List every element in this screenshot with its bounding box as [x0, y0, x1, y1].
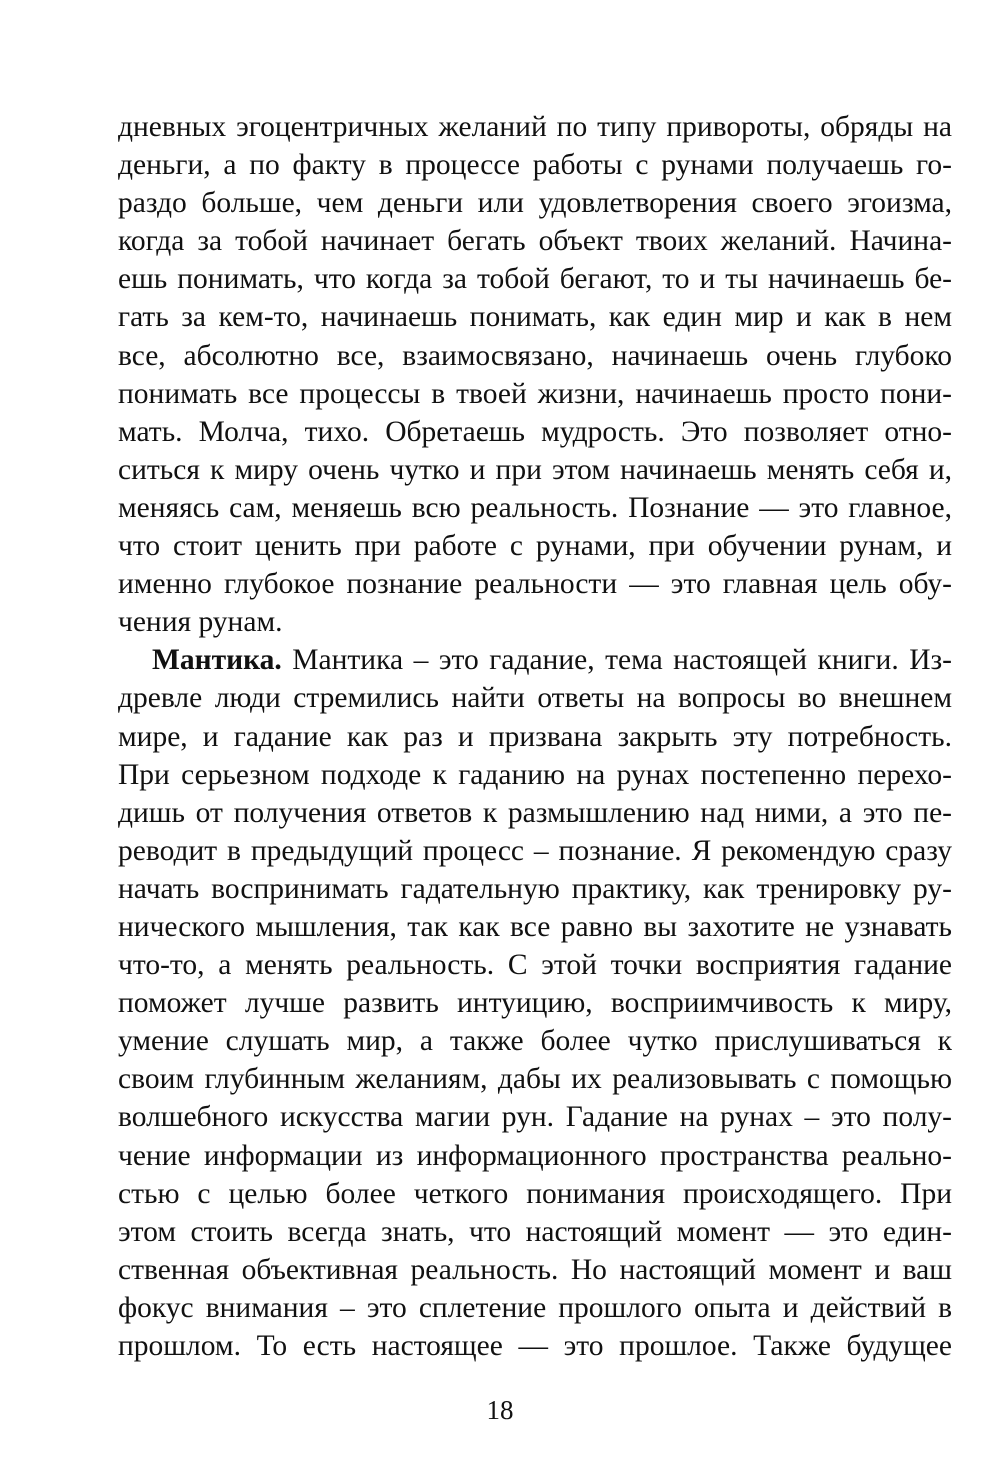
text-line: что-то, а менять реальность. С этой точки восприятия гадание [118, 949, 952, 982]
text-line: стью с целью более четкого понимания происходящего. При [118, 1177, 952, 1210]
text-line: При серьезном подходе к гаданию на рунах постепенно перехо- [118, 758, 952, 791]
text-line: когда за тобой начинает бегать объект твоих желаний. Начина- [118, 225, 952, 258]
text-line: нического мышления, так как все равно вы захотите не узнавать [118, 910, 952, 943]
text-line: дишь от получения ответов к размышлению над ними, а это пе- [118, 796, 952, 829]
paragraph-rune-knowledge [118, 108, 952, 641]
text-line: меняясь сам, меняешь всю реальность. Познание — это главное, [118, 491, 952, 524]
text-line: ситься к миру очень чутко и при этом начинаешь менять себя и, [118, 453, 952, 486]
text-line: этом стоить всегда знать, что настоящий момент — это един- [118, 1215, 952, 1248]
first-line-rest: Мантика – это гадание, тема настоящей книги. Из- [281, 644, 952, 677]
text-line: ственная объективная реальность. Но настоящий момент и ваш [118, 1253, 952, 1286]
text-line: прошлом. То есть настоящее — это прошлое. Также будущее [118, 1330, 952, 1362]
page-body [118, 108, 952, 1365]
text-line: реводит в предыдущий процесс – познание. Я рекомендую сразу [118, 834, 952, 867]
text-line: поможет лучше развить интуицию, восприимчивость к миру, [118, 987, 952, 1020]
text-line: чение информации из информационного пространства реально- [118, 1139, 952, 1172]
paragraph-mantika [118, 641, 952, 1365]
text-line: именно глубокое познание реальности — это главная цель обу- [118, 568, 952, 601]
text-line: древле люди стремились найти ответы на вопросы во внешнем [118, 682, 952, 715]
text-line: мать. Молча, тихо. Обретаешь мудрость. Это позволяет отно- [118, 415, 952, 448]
text-line: понимать все процессы в твоей жизни, начинаешь просто пони- [118, 377, 952, 410]
text-line: волшебного искусства магии рун. Гадание на рунах – это полу- [118, 1101, 952, 1134]
text-line: все, абсолютно все, взаимосвязано, начинаешь очень глубоко [118, 339, 952, 372]
text-line: что стоит ценить при работе с рунами, при обучении рунам, и [118, 530, 952, 563]
text-line: ешь понимать, что когда за тобой бегают, то и ты начинаешь бе- [118, 263, 952, 296]
text-line: фокус внимания – это сплетение прошлого опыта и действий в [118, 1291, 952, 1324]
term-mantika: Мантика. [152, 644, 282, 677]
text-line: чения рунам. [118, 606, 283, 639]
text-line: раздо больше, чем деньги или удовлетворения своего эгоизма, [118, 187, 952, 220]
text-line-first [118, 641, 952, 679]
page-number: 18 [486, 1395, 514, 1425]
text-line: умение слушать мир, а также более чутко прислушиваться к [118, 1025, 952, 1058]
text-line: начать воспринимать гадательную практику, как тренировку ру- [118, 872, 952, 905]
text-line: деньги, а по факту в процессе работы с рунами получаешь го- [118, 149, 952, 182]
text-line: дневных эгоцентричных желаний по типу привороты, обряды на [118, 111, 952, 143]
text-line: гать за кем-то, начинаешь понимать, как един мир и как в нем [118, 301, 952, 334]
text-line: мире, и гадание как раз и призвана закрыть эту потребность. [118, 720, 952, 753]
text-line: своим глубинным желаниям, дабы их реализовывать с помощью [118, 1063, 952, 1096]
